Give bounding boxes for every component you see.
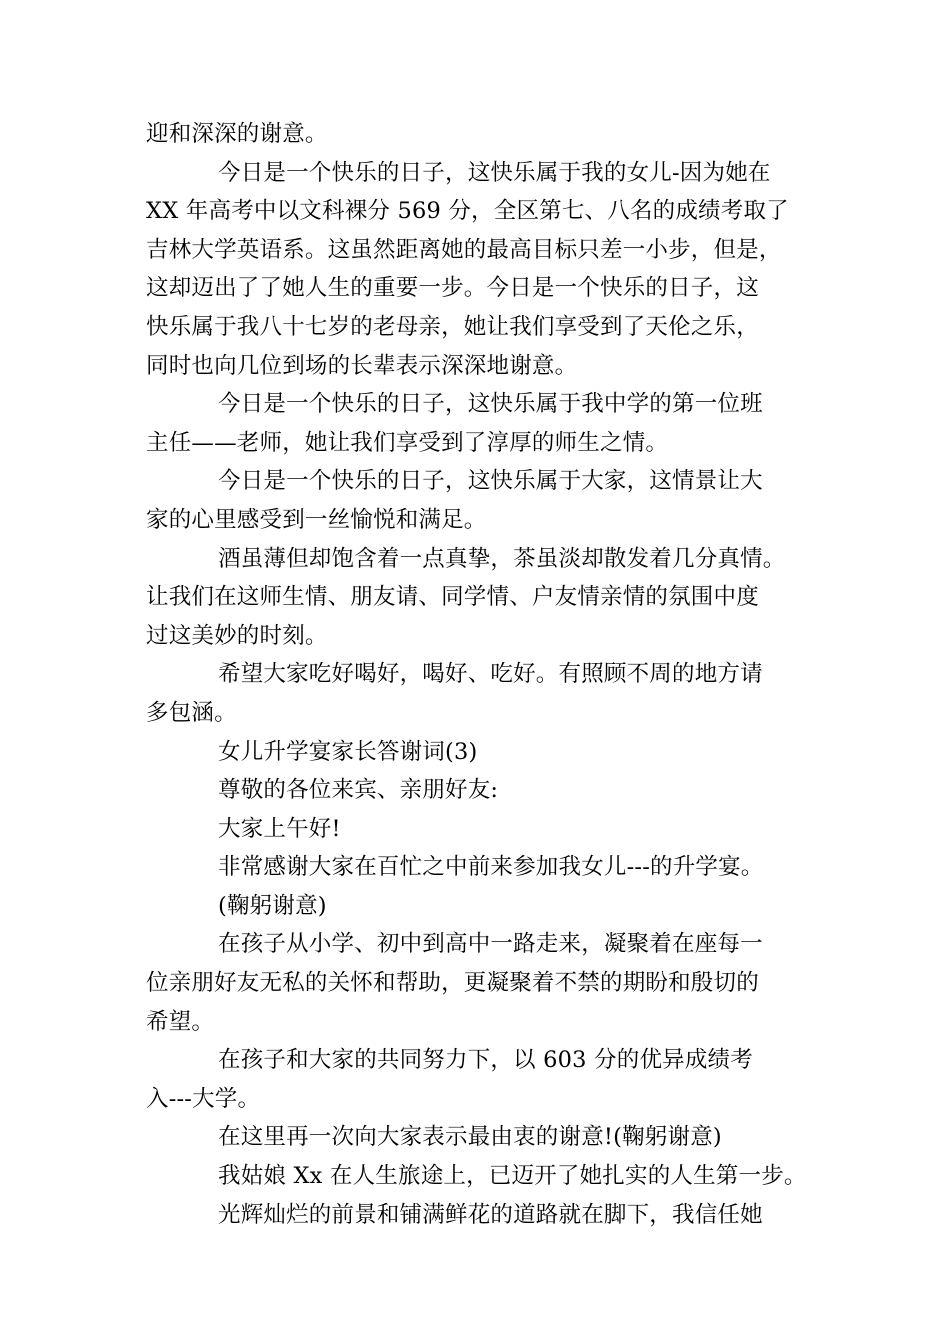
text-line: 快乐属于我八十七岁的老母亲，她让我们享受到了天伦之乐， [146, 313, 759, 340]
text-line: 酒虽薄但却饱含着一点真挚，茶虽淡却散发着几分真情。 [218, 545, 786, 572]
text-line: 女儿升学宴家长答谢词(3) [218, 738, 478, 765]
text-line: 多包涵。 [146, 699, 237, 726]
text-line: 在孩子和大家的共同努力下，以 603 分的优异成绩考 [218, 1047, 753, 1074]
text-line: (鞠躬谢意) [218, 892, 327, 919]
text-line: 让我们在这师生情、朋友请、同学情、户友情亲情的氛围中度 [146, 584, 759, 611]
text-line: 希望大家吃好喝好，喝好、吃好。有照顾不周的地方请 [218, 661, 763, 688]
text-line: 在这里再一次向大家表示最由衷的谢意!(鞠躬谢意) [218, 1124, 722, 1151]
text-line: XX 年高考中以文科裸分 569 分，全区第七、八名的成绩考取了 [146, 198, 789, 225]
text-line: 光辉灿烂的前景和铺满鲜花的道路就在脚下，我信任她 [218, 1201, 763, 1228]
text-line: 大家上午好! [218, 815, 341, 842]
text-line: 今日是一个快乐的日子，这快乐属于大家，这情景让大 [218, 468, 763, 495]
text-line: 尊敬的各位来宾、亲朋好友: [218, 777, 499, 804]
text-line: 入---大学。 [146, 1085, 261, 1112]
text-line: 位亲朋好友无私的关怀和帮助，更凝聚着不禁的期盼和殷切的 [146, 970, 759, 997]
text-line: 我姑娘 Xx 在人生旅途上，已迈开了她扎实的人生第一步。 [218, 1163, 807, 1190]
text-line: 非常感谢大家在百忙之中前来参加我女儿---的升学宴。 [218, 854, 764, 881]
text-line: 这却迈出了了她人生的重要一步。今日是一个快乐的日子，这 [146, 275, 759, 302]
text-line: 希望。 [146, 1008, 215, 1035]
text-line: 主任——老师，她让我们享受到了淳厚的师生之情。 [146, 429, 669, 456]
text-line: 在孩子从小学、初中到高中一路走来，凝聚着在座每一 [218, 931, 763, 958]
text-line: 今日是一个快乐的日子，这快乐属于我中学的第一位班 [218, 391, 763, 418]
text-line: 家的心里感受到一丝愉悦和满足。 [146, 506, 487, 533]
text-line: 同时也向几位到场的长辈表示深深地谢意。 [146, 352, 578, 379]
document-body [146, 115, 806, 1234]
text-line: 今日是一个快乐的日子，这快乐属于我的女儿-因为她在 [218, 159, 771, 186]
text-line: 过这美妙的时刻。 [146, 622, 328, 649]
text-line: 吉林大学英语系。这虽然距离她的最高目标只差一小步，但是， [146, 236, 782, 263]
text-line: 迎和深深的谢意。 [146, 121, 328, 147]
